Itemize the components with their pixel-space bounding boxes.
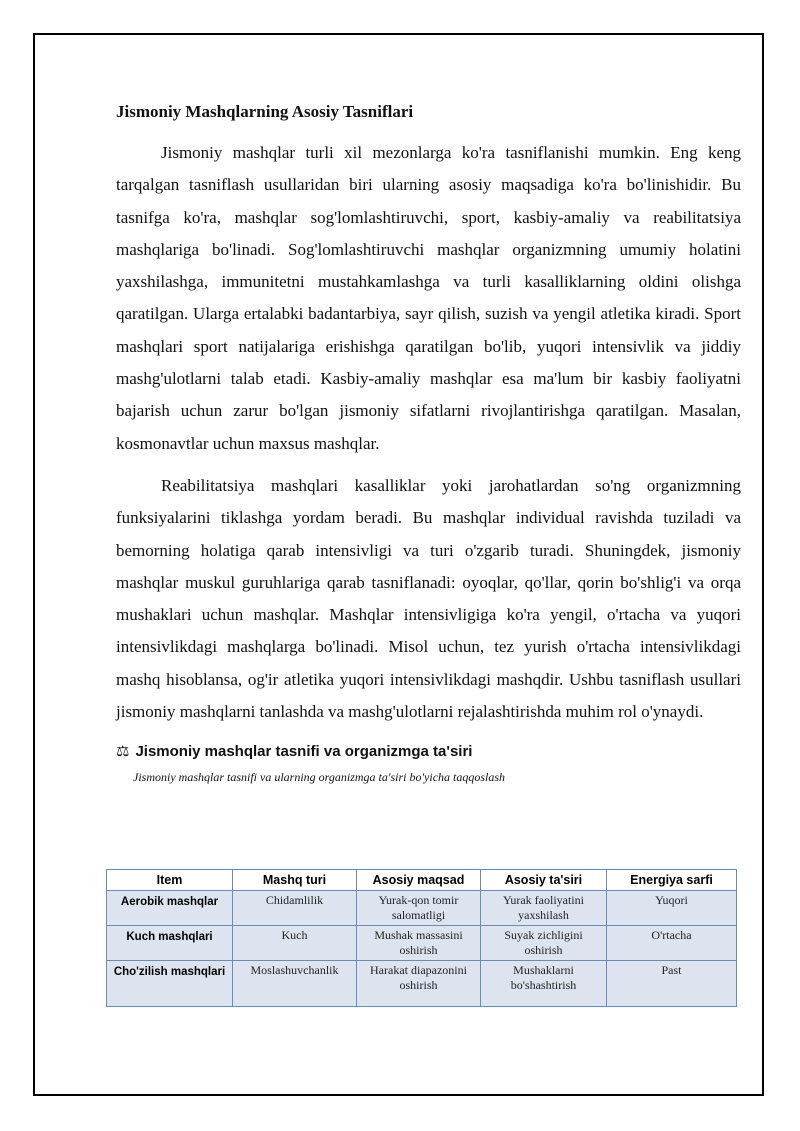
- table-row: [107, 891, 737, 926]
- header-asosiy-maqsad: Asosiy maqsad: [357, 870, 481, 891]
- table-cell: Yurak faoliyatini yaxshilash: [481, 891, 607, 926]
- table-cell: Aerobik mashqlar: [107, 891, 233, 926]
- table-header-row: [107, 870, 737, 891]
- table-cell: Past: [607, 961, 737, 1007]
- table-cell: O'rtacha: [607, 926, 737, 961]
- comparison-table: [106, 869, 737, 1007]
- balance-scale-icon: ⚖: [116, 743, 130, 761]
- section-heading-text: Jismoniy mashqlar tasnifi va organizmga ta'siri: [135, 743, 473, 761]
- table-cell: Kuch: [233, 926, 357, 961]
- header-mashq-turi: Mashq turi: [233, 870, 357, 891]
- table-cell: Mushaklarni bo'shashtirish: [481, 961, 607, 1007]
- table-cell: Cho'zilish mashqlari: [107, 961, 233, 1007]
- table-caption: Jismoniy mashqlar tasnifi va ularning organizmga ta'siri bo'yicha taqqoslash: [133, 770, 506, 785]
- table-cell: Moslashuvchanlik: [233, 961, 357, 1007]
- paragraph-2: Reabilitatsiya mashqlari kasalliklar yoki jarohatlardan so'ng organizmning funksiyalarini tiklashga yordam beradi. Bu mashqlar individual ravishda tuziladi va bemorning holatiga qarab intensivligi va turi o'zgarib turadi. Shuningdek, jismoniy mashqlar muskul guruhlariga qarab tasniflanadi: oyoqlar, qo'llar, qorin bo'shlig'i va orqa mushaklari uchun mashqlar. Mashqlar intensivligiga ko'ra yengil, o'rtacha va yuqori intensivlikdagi mashqlarga bo'linadi. Misol uchun, tez yurish o'rtacha intensivlikdagi mashq hisoblansa, og'ir atletika yuqori intensivlikdagi mashqdir. Ushbu tasniflash usullari jismoniy mashqlarni tanlashda va mashg'ulotlarni rejalashtirishda muhim rol o'ynaydi.: [116, 475, 741, 722]
- table-row: [107, 961, 737, 1007]
- table-cell: Chidamlilik: [233, 891, 357, 926]
- header-item: Item: [107, 870, 233, 891]
- header-energiya-sarfi: Energiya sarfi: [607, 870, 737, 891]
- paragraph-1: Jismoniy mashqlar turli xil mezonlarga ko'ra tasniflanishi mumkin. Eng keng tarqalgan tasniflash usullaridan biri ularning asosiy maqsadiga ko'ra bo'linishidir. Bu tasnifga ko'ra, mashqlar sog'lomlashtiruvchi, sport, kasbiy-amaliy va reabilitatsiya mashqlariga bo'linadi. Sog'lomlashtiruvchi mashqlar organizmning umumiy holatini yaxshilashga, immunitetni mustahkamlashga va turli kasalliklarning oldini olishga qaratilgan. Ularga ertalabki badantarbiya, sayr qilish, suzish va yengil atletika kiradi. Sport mashqlari sport natijalariga erishishga qaratilgan bo'lib, yuqori intensivlik va jiddiy mashg'ulotlarni talab etadi. Kasbiy-amaliy mashqlar esa ma'lum bir kasbiy faoliyatni bajarish uchun zarur bo'lgan jismoniy sifatlarni rivojlantirishga qaratilgan. Masalan, kosmonavtlar uchun maxsus mashqlar.: [116, 143, 741, 453]
- table-cell: Kuch mashqlari: [107, 926, 233, 961]
- table-cell: Mushak massasini oshirish: [357, 926, 481, 961]
- table-cell: Yuqori: [607, 891, 737, 926]
- table-cell: Suyak zichligini oshirish: [481, 926, 607, 961]
- table-cell: Yurak-qon tomir salomatligi: [357, 891, 481, 926]
- header-asosiy-tasiri: Asosiy ta'siri: [481, 870, 607, 891]
- document-body: [116, 98, 741, 785]
- table-row: [107, 926, 737, 961]
- document-title: Jismoniy Mashqlarning Asosiy Tasniflari: [116, 102, 414, 121]
- table-cell: Harakat diapazonini oshirish: [357, 961, 481, 1007]
- section-heading: [116, 742, 741, 762]
